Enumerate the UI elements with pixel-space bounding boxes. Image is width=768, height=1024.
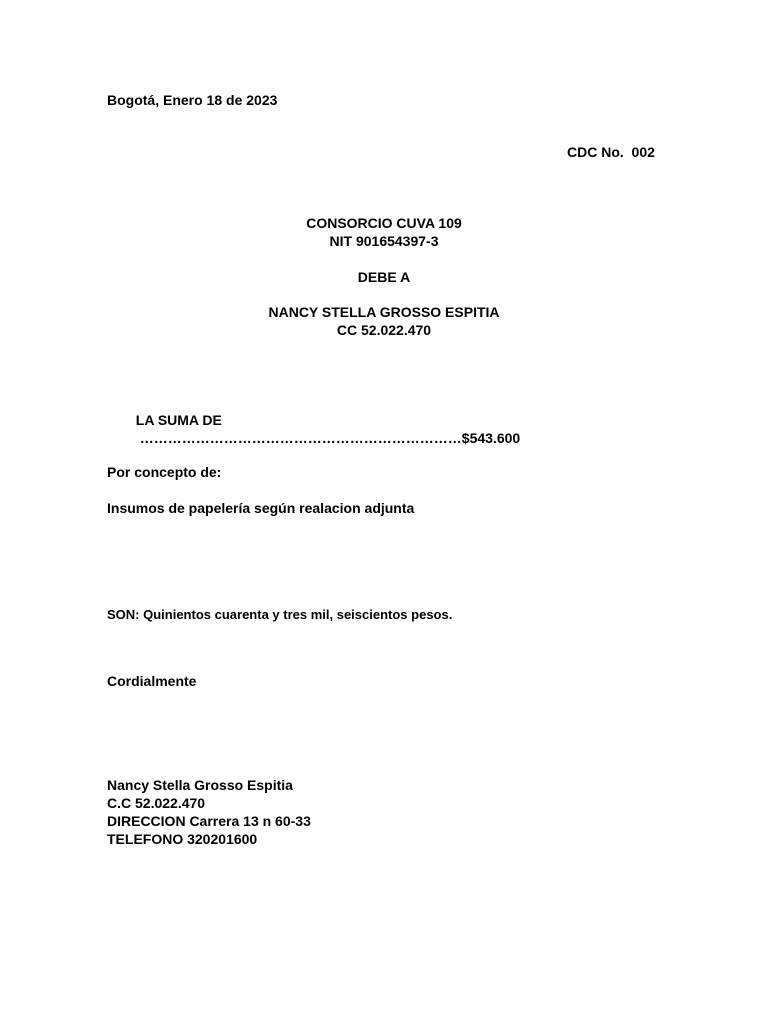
amount-in-words: SON: Quinientos cuarenta y tres mil, seiscientos pesos.: [107, 607, 453, 622]
signature-id: C.C 52.022.470: [107, 795, 206, 811]
document-number: CDC No. 002: [567, 144, 655, 160]
closing: Cordialmente: [107, 673, 197, 689]
debe-label: DEBE A: [357, 269, 411, 285]
document-date: Bogotá, Enero 18 de 2023: [107, 92, 278, 108]
creditor-name: NANCY STELLA GROSSO ESPITIA: [268, 304, 500, 320]
debtor-nit: NIT 901654397-3: [329, 233, 439, 249]
amount-label: LA SUMA DE: [135, 412, 222, 428]
concept-label: Por concepto de:: [107, 464, 222, 480]
concept-description: Insumos de papelería según realacion adjunta: [107, 500, 415, 516]
signature-address: DIRECCION Carrera 13 n 60-33: [107, 813, 311, 829]
creditor-cc: CC 52.022.470: [336, 322, 432, 338]
amount-line: [128, 393, 520, 447]
debtor-name: CONSORCIO CUVA 109: [306, 215, 462, 231]
amount-dots: ……………………………………………………………: [139, 430, 462, 446]
amount-value: $543.600: [461, 430, 521, 446]
signature-name: Nancy Stella Grosso Espitia: [107, 777, 293, 793]
signature-phone: TELEFONO 320201600: [107, 831, 258, 847]
